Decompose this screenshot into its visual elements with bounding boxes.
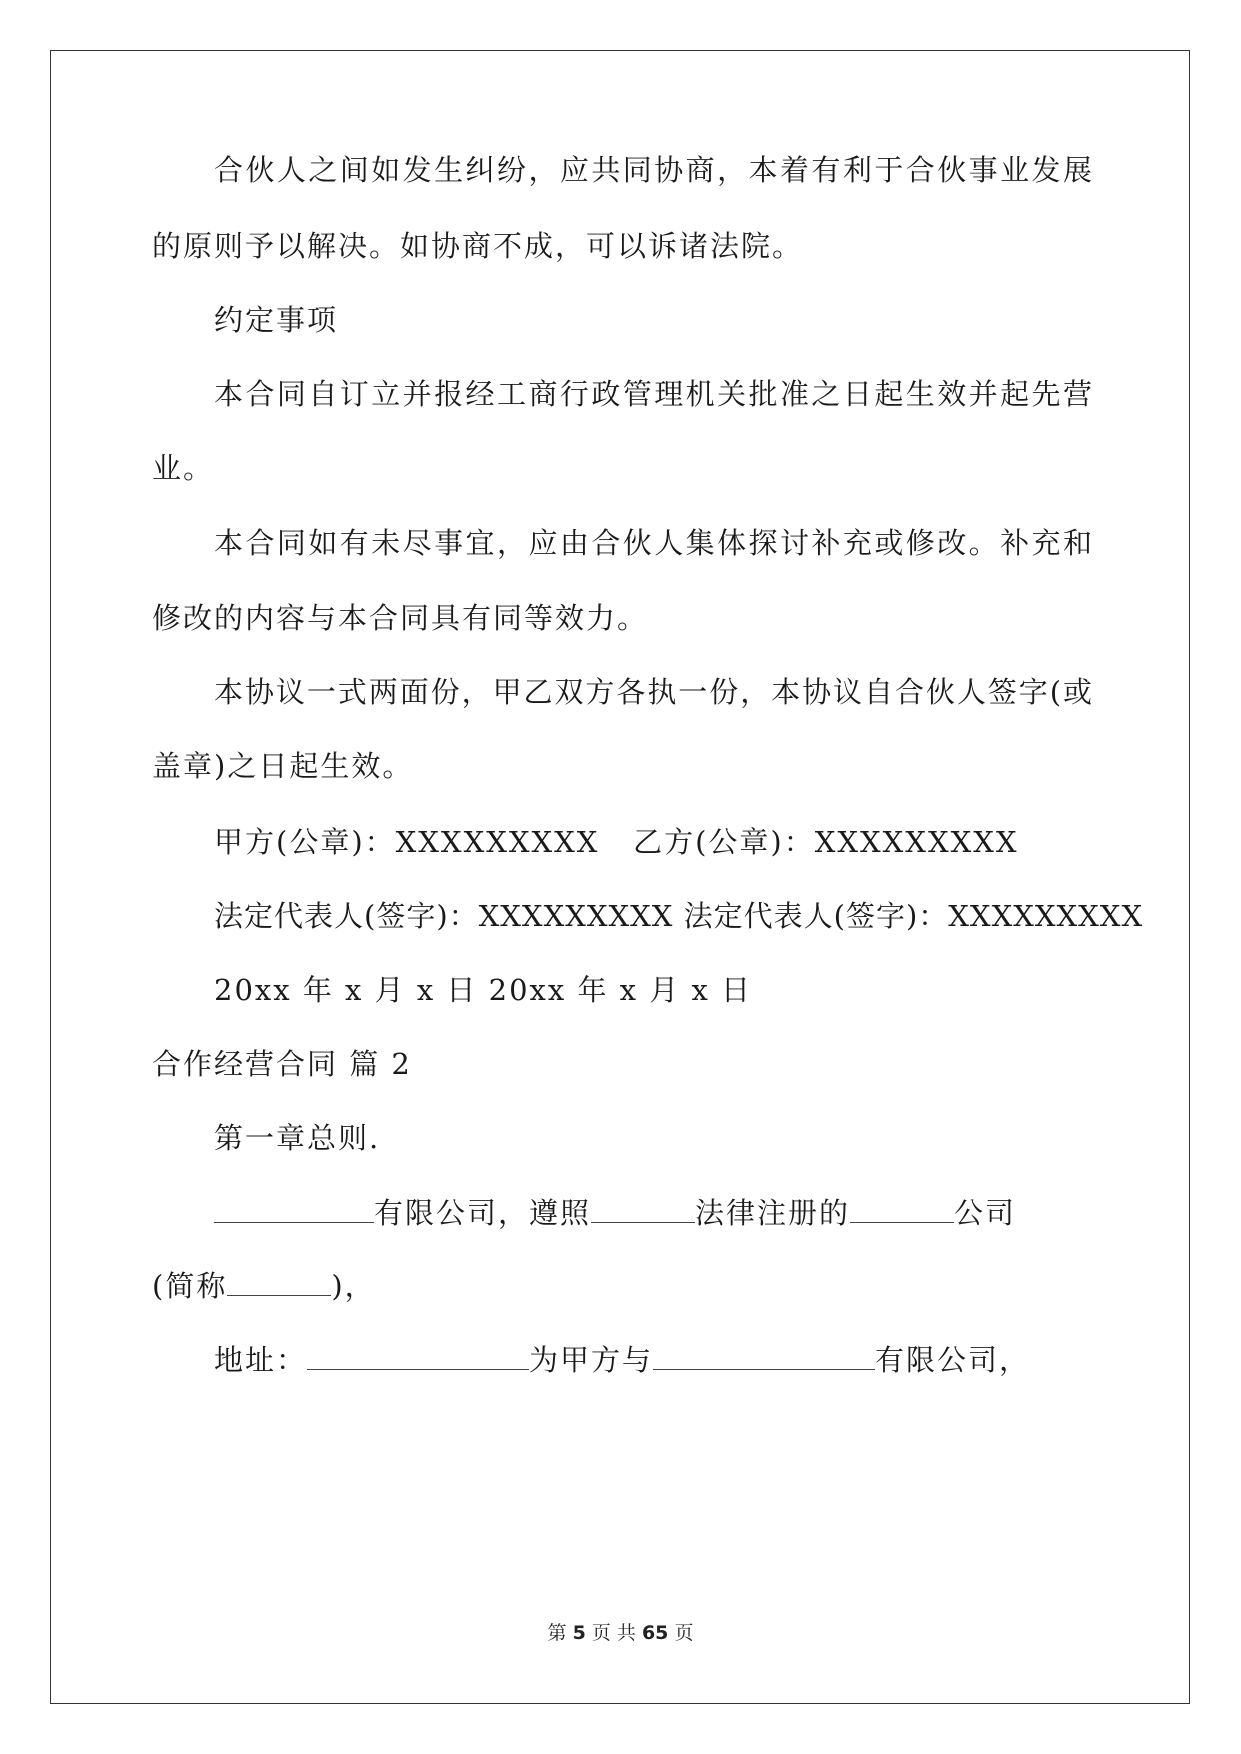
paragraph-line: 业。 (152, 451, 215, 485)
blank-field[interactable] (307, 1341, 529, 1370)
paragraph-line: 本协议一式两面份，甲乙双方各执一份，本协议自合伙人签字(或 (214, 675, 1092, 709)
fill-in-line (214, 1193, 1016, 1233)
blank-field[interactable] (227, 1267, 331, 1296)
footer-mid: 页 共 (591, 1622, 636, 1644)
paragraph-line: 盖章)之日起生效。 (152, 749, 414, 783)
date-line: 20xx 年 x 月 x 日 20xx 年 x 月 x 日 (214, 973, 753, 1007)
current-page-number: 5 (572, 1622, 586, 1644)
page-footer (0, 1618, 1241, 1645)
total-page-number: 65 (641, 1622, 669, 1644)
blank-field[interactable] (850, 1194, 954, 1223)
paragraph-line: 修改的内容与本合同具有同等效力。 (152, 601, 649, 635)
text-segment: 公司 (954, 1196, 1017, 1230)
chapter-heading: 第一章总则. (214, 1121, 381, 1155)
paragraph-line: 的原则予以解决。如协商不成，可以诉诸法院。 (152, 229, 804, 263)
text-segment: 为甲方与 (529, 1343, 654, 1377)
page-border (50, 50, 1190, 1704)
footer-suffix: 页 (674, 1622, 694, 1644)
paragraph-line: 本合同自订立并报经工商行政管理机关批准之日起生效并起先营 (214, 377, 1092, 411)
blank-field[interactable] (591, 1194, 695, 1223)
paragraph-line: 合伙人之间如发生纠纷，应共同协商，本着有利于合伙事业发展 (214, 153, 1092, 187)
text-segment: (简称 (152, 1269, 228, 1303)
section-title: 合作经营合同 篇 2 (152, 1047, 412, 1081)
text-segment: 地址： (214, 1343, 308, 1377)
signature-line-rep: 法定代表人(签字)：XXXXXXXXX 法定代表人(签字)：XXXXXXXXX (214, 899, 1144, 933)
blank-field[interactable] (214, 1194, 374, 1223)
text-segment: 法律注册的 (695, 1196, 851, 1230)
blank-field[interactable] (653, 1341, 875, 1370)
footer-prefix: 第 (547, 1622, 567, 1644)
fill-in-line (214, 1340, 1030, 1380)
paragraph-line: 本合同如有未尽事宜，应由合伙人集体探讨补充或修改。补充和 (214, 526, 1092, 560)
text-segment: )， (331, 1269, 376, 1303)
text-segment: 有限公司，遵照 (374, 1196, 592, 1230)
fill-in-line (152, 1266, 376, 1306)
section-heading: 约定事项 (214, 303, 339, 337)
text-segment: 有限公司， (875, 1343, 1031, 1377)
signature-line-seal: 甲方(公章)：XXXXXXXXX 乙方(公章)：XXXXXXXXX (214, 825, 1019, 859)
